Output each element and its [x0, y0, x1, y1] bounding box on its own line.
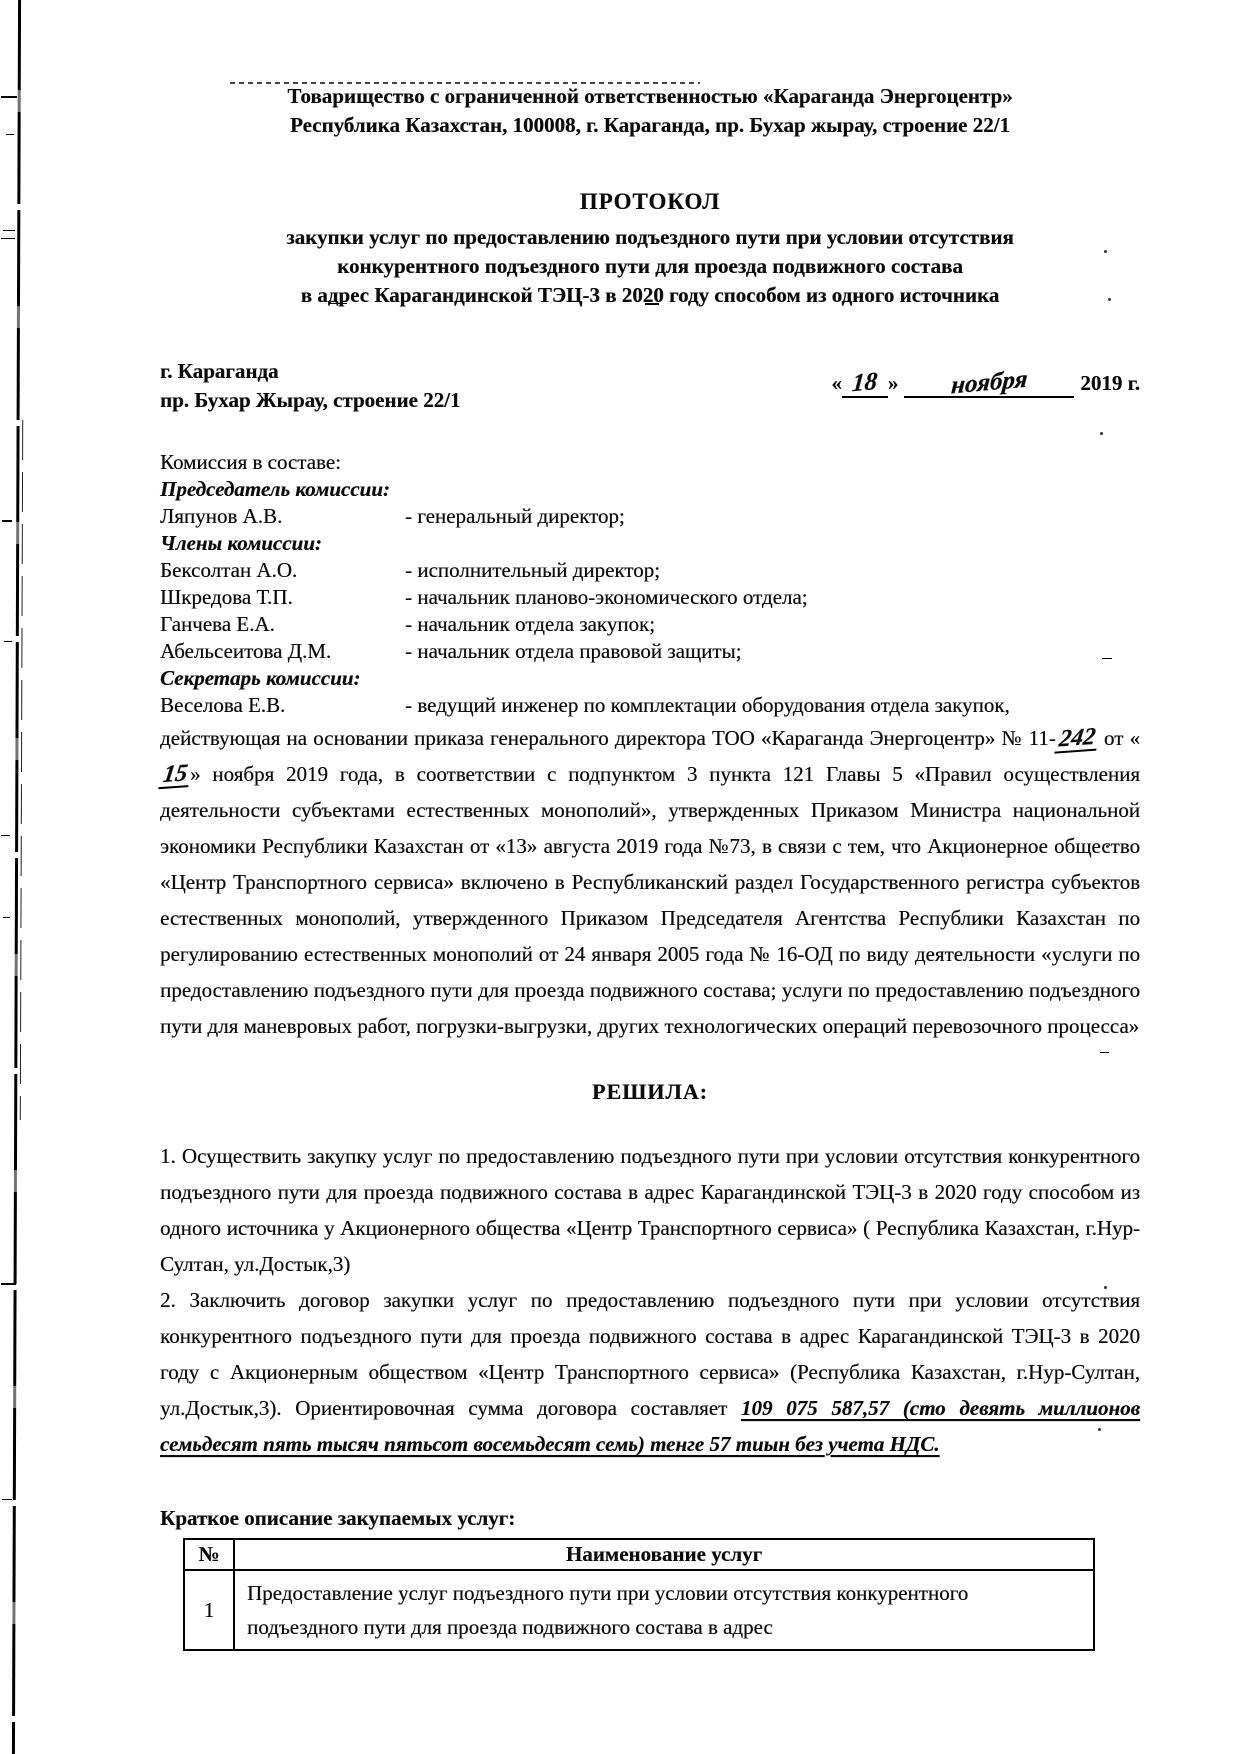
preamble-paragraph — [160, 720, 1140, 1044]
preamble-part-3: » ноября 2019 года, в соответствии с подпунктом 3 пункта 121 Главы 5 «Правил осуществления деятельности субъектами естественных монополий», утвержденных Приказом Министра национальной экономики Республики Казахстан от «13» августа 2019 года №73, в связи с тем, что Акционерное общество «Центр Транспортного сервиса» включено в Республиканский раздел Государственного регистра субъектов естественных монополий, утвержденного Приказом Председателя Агентства Республики Казахстан по регулированию естественных монополий от 24 января 2005 года № 16-ОД по виду деятельности «услуги по предоставлению подъездного пути для проезда подвижного состава; услуги по предоставлению подъездного пути для маневровых работ, погрузки-выгрузки, других технологических операций перевозочного процесса» — [160, 762, 1140, 1038]
document-content — [160, 82, 1140, 1651]
scan-artifact — [4, 641, 12, 642]
city: г. Караганда — [160, 359, 279, 383]
member-name: Веселова Е.В. — [160, 693, 286, 717]
quote-close: » — [887, 371, 899, 395]
scan-artifact — [2, 520, 12, 522]
table-header-row — [184, 1539, 1094, 1570]
handwritten-month-slot — [904, 365, 1074, 400]
services-heading: Краткое описание закупаемых услуг: — [160, 1506, 516, 1530]
organization-name: Товарищество с ограниченной ответственностью «Караганда Энергоцентр» — [287, 84, 1013, 108]
handwritten-order-number: 242 — [1054, 726, 1099, 753]
title-line-1: закупки услуг по предоставлению подъездного пути при условии отсутствия — [286, 225, 1014, 249]
scan-artifact — [3, 230, 15, 231]
scan-artifact — [1, 96, 17, 98]
commission-section — [160, 449, 1140, 719]
commission-row — [160, 692, 1140, 719]
scan-artifact — [3, 917, 10, 918]
table-row — [184, 1570, 1094, 1650]
scan-artifact — [1, 238, 15, 239]
row-number-cell: 1 — [184, 1570, 234, 1650]
decision-item-2 — [160, 1282, 1140, 1462]
commission-row — [160, 584, 1140, 611]
column-header-service-name: Наименование услуг — [234, 1539, 1094, 1570]
service-name-cell: Предоставление услуг подъездного пути при условии отсутствия конкурентного подъездного пути для проезда подвижного состава в адрес — [234, 1570, 1094, 1650]
commission-row — [160, 611, 1140, 638]
member-name: Бексолтан А.О. — [160, 558, 298, 582]
members-label: Члены комиссии: — [160, 531, 322, 555]
chairman-label: Председатель комиссии: — [160, 477, 390, 501]
quote-open: « — [831, 371, 842, 395]
preamble-part-2: от « — [1097, 726, 1140, 750]
member-role: - генеральный директор; — [405, 504, 625, 528]
contract-sum: 109 075 587,57 (сто девять миллионов семьдесят пять тысяч пятьсот восемьдесят семь) тенге 57 тиын без учета НДС. — [160, 1396, 1140, 1456]
handwritten-day: 18 — [851, 367, 879, 398]
column-header-number: № — [184, 1539, 234, 1570]
decision-item-1: 1. Осуществить закупку услуг по предоставлению подъездного пути при условии отсутствия конкурентного подъездного пути для проезда подвижного состава в адрес Карагандинской ТЭЦ-3 в 2020 году способом из одного источника у Акционерного общества «Центр Транспортного сервиса» ( Республика Казахстан, г.Нур-Султан, ул.Достык,3) — [160, 1144, 1140, 1276]
member-name: Абельсеитова Д.М. — [160, 639, 332, 663]
member-role: - начальник планово-экономического отдела; — [405, 585, 808, 609]
scan-artifact — [1, 835, 10, 836]
member-name: Шкредова Т.П. — [160, 585, 293, 609]
place-block — [160, 357, 460, 415]
handwritten-month: ноября — [950, 365, 1029, 400]
handwritten-order-day: 15 — [158, 763, 191, 789]
commission-row — [160, 638, 1140, 665]
scan-artifact — [2, 1499, 12, 1500]
organization-address: Республика Казахстан, 100008, г. Караганда, пр. Бухар жырау, строение 22/1 — [290, 113, 1010, 137]
commission-intro: Комиссия в составе: — [160, 450, 341, 474]
handwritten-day-slot — [842, 367, 888, 398]
member-name: Ляпунов А.В. — [160, 504, 283, 528]
scan-artifact — [6, 134, 14, 135]
member-role: - начальник отдела закупок; — [405, 612, 655, 636]
services-table — [183, 1538, 1095, 1651]
title-line-2: конкурентного подъездного пути для проезда подвижного состава — [337, 254, 963, 278]
commission-row — [160, 557, 1140, 584]
member-role: - ведущий инженер по комплектации оборудования отдела закупок, — [405, 693, 1010, 717]
commission-row — [160, 503, 1140, 530]
organization-header — [160, 82, 1140, 140]
year: 2019 г. — [1080, 371, 1140, 395]
preamble-part-1: действующая на основании приказа генерального директора ТОО «Караганда Энергоцентр» № 11- — [160, 726, 1056, 750]
member-name: Ганчева Е.А. — [160, 612, 275, 636]
decision-item-2-text: 2. Заключить договор закупки услуг по предоставлению подъездного пути при условии отсутствия конкурентного подъездного пути для проезда подвижного состава в адрес Карагандинской ТЭЦ-3 в 2020 году с Акционерным обществом «Центр Транспортного сервиса» (Республика Казахстан, г.Нур-Султан, ул.Достык,3). Ориентировочная сумма договора составляет — [160, 1288, 1140, 1420]
member-role: - исполнительный директор; — [405, 558, 661, 582]
decision-heading: РЕШИЛА: — [592, 1079, 708, 1104]
document-title — [160, 187, 1140, 310]
member-role: - начальник отдела правовой защиты; — [405, 639, 742, 663]
secretary-label: Секретарь комиссии: — [160, 666, 361, 690]
street-address: пр. Бухар Жырау, строение 22/1 — [160, 388, 461, 412]
title-line-3: в адрес Карагандинской ТЭЦ-3 в 2020 году способом из одного источника — [300, 283, 1000, 307]
scan-artifact — [1, 1283, 16, 1285]
date-block — [831, 357, 1140, 415]
place-date-row — [160, 357, 1140, 415]
protocol-heading: ПРОТОКОЛ — [579, 189, 721, 214]
scan-edge-artifact — [20, 420, 23, 1120]
